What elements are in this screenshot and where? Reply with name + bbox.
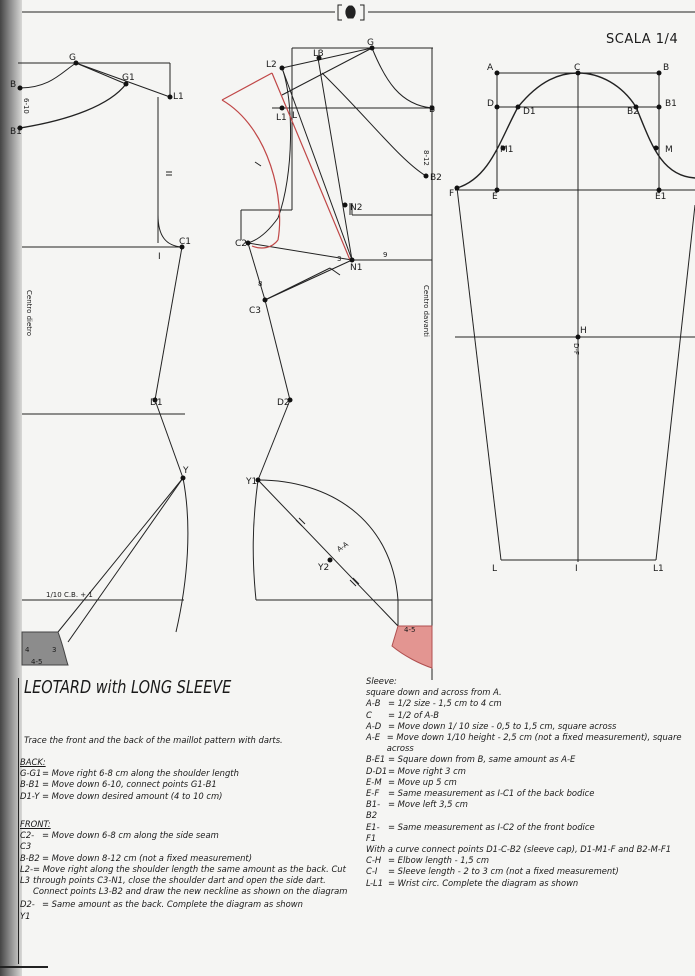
label-B2-front: B2	[430, 173, 442, 183]
label-E1: E1	[655, 192, 667, 202]
sleeve-item: L-L1 = Wrist circ. Complete the diagram as shown	[366, 877, 579, 888]
header-ornament	[22, 5, 695, 20]
label-L1-front: L1	[276, 113, 287, 123]
label-I-sleeve: I	[575, 564, 578, 574]
intro-text: Trace the front and the back of the maillot pattern with darts.	[24, 735, 283, 745]
label-D1-sleeve: D1	[523, 107, 536, 117]
point-markers	[18, 46, 662, 563]
label-B1-sleeve: B1	[665, 99, 677, 109]
sleeve-item: E-F = Same measurement as I-C1 of the back bodice	[366, 788, 595, 799]
label-centro-davanti: Centro davanti	[422, 285, 430, 337]
sleeve-item: E-M = Move up 5 cm	[366, 776, 457, 787]
label-E: E	[492, 192, 498, 202]
front-item: C2-C3 = Move down 6-8 cm along the side seam	[20, 830, 219, 852]
sleeve-item: C = 1/2 of A-B	[366, 709, 440, 720]
label-G-back: G	[69, 53, 76, 63]
label-N2: N2	[350, 203, 363, 213]
label-cb-note: 1/10 C.B. + 1	[46, 591, 93, 599]
label-front-measure: 8-12	[422, 150, 430, 166]
label-B1-back: B1	[10, 127, 22, 137]
sleeve-heading: Sleeve:	[366, 676, 397, 686]
sleeve-curve-note: With a curve connect points D1-C-B2 (sleeve cap), D1-M1-F and B2-M-F1	[366, 844, 672, 855]
sleeve-intro: square down and across from A.	[366, 687, 502, 698]
label-N1: N1	[350, 263, 363, 273]
front-item: D2-Y1 = Same amount as the back. Complete the diagram as shown	[20, 899, 303, 921]
label-D: D	[487, 99, 494, 109]
label-L-sleeve: L	[492, 564, 498, 574]
label-C1: C1	[179, 237, 192, 247]
label-L2: L2	[266, 60, 277, 70]
label-L1-back: L1	[173, 92, 184, 102]
sleeve-item: B-E1 = Square down from B, same amount as A-E	[366, 754, 576, 765]
label-D1-back: D1	[150, 398, 163, 408]
sleeve-item: C-H = Elbow length - 1,5 cm	[366, 855, 490, 866]
back-heading: BACK:	[20, 757, 46, 767]
label-H: H	[580, 326, 587, 336]
label-M1: M1	[500, 145, 514, 155]
label-L1-sleeve: L1	[653, 564, 664, 574]
label-G1: G1	[122, 73, 135, 83]
label-aa: A-A	[335, 540, 350, 554]
title-rule	[18, 678, 19, 964]
label-M: M	[665, 145, 673, 155]
label-B2-sleeve: B2	[627, 107, 639, 117]
label-DF: D-F	[572, 343, 580, 355]
sleeve-item: E1-F1 = Same measurement as I-C2 of the front bodice	[366, 821, 595, 843]
sleeve-item: A-B = 1/2 size - 1,5 cm to 4 cm	[366, 698, 502, 709]
sleeve-instructions	[366, 676, 692, 889]
label-B-front: B	[429, 105, 436, 115]
label-corner-c: 4	[25, 646, 30, 654]
sleeve-item: C-I = Sleeve length - 2 to 3 cm (not a fixed measurement)	[366, 866, 619, 877]
label-D2: D2	[277, 398, 290, 408]
scale-label: SCALA 1/4	[606, 32, 679, 47]
label-four-five: 4-5	[404, 626, 416, 634]
label-Y1: Y1	[246, 477, 258, 487]
label-C3: C3	[249, 306, 262, 316]
label-A: A	[487, 63, 494, 73]
front-instructions	[20, 819, 355, 922]
label-C-sleeve: C	[574, 63, 581, 73]
sleeve-item: D-D1 = Move right 3 cm	[366, 765, 466, 776]
label-F: F	[449, 189, 455, 199]
label-G-front: G	[367, 38, 374, 48]
sleeve-item: B1-B2 = Move left 3,5 cm	[366, 799, 468, 821]
bottom-rule	[0, 966, 48, 968]
back-bodice	[18, 63, 188, 665]
label-dart-b: 3	[337, 255, 342, 263]
label-dart-a: 8	[258, 280, 263, 288]
sleeve-item: A-E = Move down 1/10 height - 2,5 cm (not a fixed measurement), square across	[366, 732, 682, 754]
front-item: B-B2 = Move down 8-12 cm (not a fixed measurement)	[20, 852, 252, 863]
label-corner-b: 3	[52, 646, 57, 654]
label-centro-dietro: Centro dietro	[25, 290, 33, 337]
label-L-front: L	[292, 111, 298, 121]
sleeve-item: A-D = Move down 1/ 10 size - 0,5 to 1,5 cm, square across	[366, 720, 617, 731]
label-C2: C2	[235, 239, 248, 249]
label-Y: Y	[183, 466, 189, 476]
back-item: D1-Y = Move down desired amount (4 to 10 cm)	[20, 790, 223, 801]
page-title: LEOTARD with LONG SLEEVE	[24, 678, 232, 698]
label-nine: 9	[383, 251, 388, 259]
sleeve-pattern	[455, 73, 695, 562]
label-L3: L3	[313, 49, 324, 59]
label-B-sleeve: B	[663, 63, 670, 73]
back-instructions	[20, 757, 355, 802]
front-item: L2-L3 = Move right along the shoulder length the same amount as the back. Cut through points C3-N1, close the shoulder dart and open the side dart. Connect points L3-B2 and draw the new neckline as shown on the diagram	[20, 863, 348, 897]
label-Y2: Y2	[318, 563, 330, 573]
label-I-back: I	[158, 252, 161, 262]
diagram-labels	[10, 38, 677, 666]
label-B-back: B	[10, 80, 17, 90]
front-heading: FRONT:	[20, 819, 51, 829]
label-back-measure: 6-10	[22, 98, 30, 114]
back-item: B-B1 = Move down 6-10, connect points G1-B1	[20, 779, 217, 790]
label-corner-a: 4-5	[31, 658, 43, 666]
back-item: G-G1 = Move right 6-8 cm along the shoulder length	[20, 768, 239, 779]
